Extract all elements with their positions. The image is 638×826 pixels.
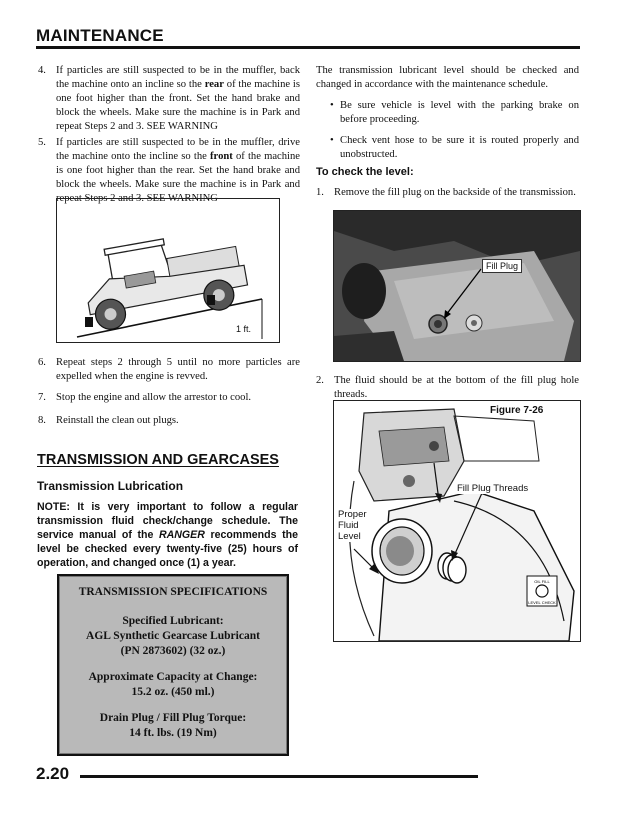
section-title: MAINTENANCE <box>36 26 164 45</box>
proper-fluid-level-label: Proper Fluid Level <box>338 509 367 542</box>
fill-plug-threads-label: Fill Plug Threads <box>457 483 529 494</box>
step-text: Stop the engine and allow the arrestor to cool. <box>56 392 252 403</box>
step-text: Remove the fill plug on the backside of the transmission. <box>334 187 576 198</box>
torque-label: Drain Plug / Fill Plug Torque: <box>99 712 247 724</box>
torque-value: 14 ft. lbs. (19 Nm) <box>129 727 217 739</box>
bullet-text: Check vent hose to be sure it is routed properly and unobstructed. <box>340 135 579 160</box>
capacity-value: 15.2 oz. (450 ml.) <box>131 686 215 698</box>
step-8 <box>38 414 300 430</box>
step-7 <box>38 391 300 407</box>
section-heading: TRANSMISSION AND GEARCASES <box>37 452 279 468</box>
step-text: Repeat steps 2 through 5 until no more particles are expelled when the engine is revved. <box>56 357 300 382</box>
step-number: 1. <box>316 187 324 198</box>
check-level-heading: To check the level: <box>316 166 414 178</box>
decal-top-text: OIL FILL <box>534 579 550 584</box>
lubricant-label: Specified Lubricant: <box>122 615 224 627</box>
transmission-photo-illustration <box>334 211 580 361</box>
footer-rule <box>80 775 478 778</box>
fill-plug-photo <box>333 210 581 362</box>
capacity-label: Approximate Capacity at Change: <box>88 671 258 683</box>
transmission-specifications-box <box>57 574 289 756</box>
step-number: 7. <box>38 392 46 403</box>
step-text: Reinstall the clean out plugs. <box>56 415 179 426</box>
subsection-heading: Transmission Lubrication <box>37 479 184 493</box>
step-number: 5. <box>38 137 46 148</box>
lubricant-part-number: (PN 2873602) (32 oz.) <box>120 645 226 657</box>
gearcase-illustration <box>334 401 580 641</box>
check-step-1 <box>316 186 579 202</box>
step-4 <box>38 64 301 132</box>
specs-title: TRANSMISSION SPECIFICATIONS <box>78 586 268 598</box>
decal-bottom-text: LEVEL CHECK <box>528 600 556 605</box>
bullet-level: • Be sure vehicle is level with the parking brake on before proceeding. <box>330 100 579 125</box>
step-text: The fluid should be at the bottom of the fill plug hole threads. <box>334 375 579 400</box>
lubricant-name: AGL Synthetic Gearcase Lubricant <box>86 630 260 642</box>
figure-title: Figure 7-26 <box>490 405 544 416</box>
bullet-text: Be sure vehicle is level with the parking brake on before proceeding. <box>340 100 579 125</box>
step-text: If particles are still suspected to be in the muffler, drive the machine onto the incline so the front of the machine is one foot higher than the rear. Set the hand brake and block the wheels. Make sure the machine is in Park and repeat Steps 2 and 3. SEE WARNING <box>56 137 300 204</box>
figure-7-26 <box>333 400 581 642</box>
step-5 <box>38 136 300 204</box>
page-number: 2.20 <box>36 764 70 783</box>
incline-figure <box>56 198 280 343</box>
lubrication-note: NOTE: It is very important to follow a regular transmission fluid check/change schedule. The service manual of the RANGER recommends the level be checked every twenty-five (25) hours of operation, and changed once (1) a year. <box>37 501 298 569</box>
step-6 <box>38 356 300 386</box>
fill-plug-label: Fill Plug <box>482 259 522 273</box>
step-text: If particles are still suspected to be in the muffler, back the machine onto an incline so the rear of the machine is one foot higher than the front. Set the hand brake and block the wheels. Make sure the machine is in Park and repeat Steps 2 and 3. SEE WARNING <box>56 65 301 132</box>
header-rule <box>36 46 580 49</box>
incline-height-label: 1 ft. <box>233 323 254 335</box>
bullet-vent-hose: • Check vent hose to be sure it is routed properly and unobstructed. <box>330 135 579 160</box>
step-number: 2. <box>316 375 324 386</box>
utv-on-incline-illustration <box>57 199 279 342</box>
step-number: 8. <box>38 415 46 426</box>
step-number: 4. <box>38 65 46 76</box>
step-number: 6. <box>38 357 46 368</box>
maintenance-intro: The transmission lubricant level should be checked and changed in accordance with the maintenance schedule. <box>316 65 579 90</box>
